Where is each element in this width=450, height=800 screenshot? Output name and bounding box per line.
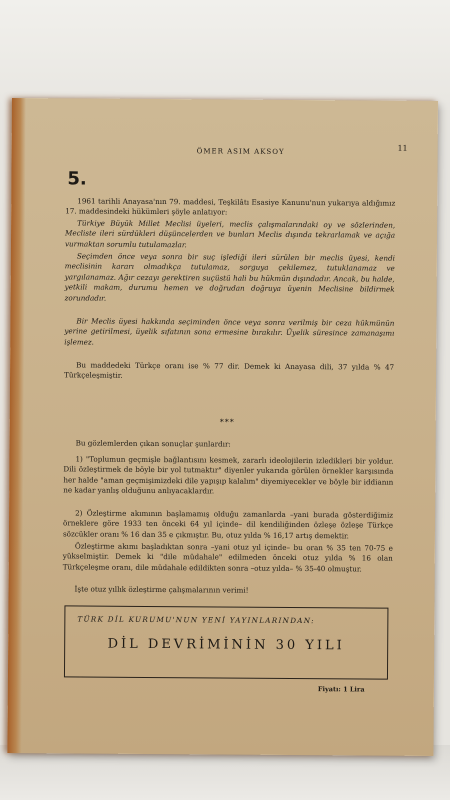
quote-paragraph-1: Türkiye Büyük Millet Meclisi üyeleri, meclis çalışmalarındaki oy ve sözlerinden, Mecliste ileri sürdükleri düşüncelerden ve bunları Meclis dışında tekrarlamak ve açığa vurmaktan sorumlu tutulamazlar.: [64, 218, 396, 250]
quote-paragraph-3: Bir Meclis üyesi hakkında seçiminden önce veya sonra verilmiş bir ceza hükmünün yerine getirilmesi, üyelik sıfatının sona ermesine bırakılır. Üyelik süresince zamanaşımı işlemez.: [64, 316, 395, 347]
page-edge: [7, 98, 26, 753]
quote-paragraph-2: Seçimden önce veya sonra bir suç işlediği ileri sürülen bir meclis üyesi, kendi meclisinin kararı olmadıkça tutulamaz, sorguya çekilemez, tutuklanamaz ve yargılanamaz. Ağır cezayı gerektiren suçüstü hali bu hükmün dışındadır. Ancak, bu halde, yetkili makam, durumu hemen ve doğrudan doğruya üyenin Meclisine bildirmek zorundadır.: [64, 251, 395, 303]
advertisement-heading: TÜRK DİL KURUMU'NUN YENİ YAYINLARINDAN:: [77, 614, 315, 626]
advertisement-price: Fiyatı: 1 Lira: [317, 685, 365, 694]
advertisement-box: [64, 605, 388, 679]
conclusion-item-2: 2) Özleştirme akımının başlamamış olduğu zamanlarda –yani burada gösterdiğimiz örneklere göre 1933 ten önceki 64 yıl içinde– dil kendiliğinden özleşe özleşe Türkçe sözcükler oranı % 16 dan 35 e çıkmıştır. Bu, otuz yılda % 16,17 artış demektir.: [62, 508, 394, 541]
intro-paragraph: 1961 tarihli Anayasa'nın 79. maddesi, Teşkilâtı Esasiye Kanunu'nun yukarıya aldığımız 17. maddesindeki hükümleri şöyle anlatıyor:: [65, 196, 396, 217]
running-header-author: ÖMER ASIM AKSOY: [196, 147, 285, 156]
chapter-number: 5.: [67, 168, 87, 190]
conclusion-item-3: Özleştirme akımı başladıktan sonra –yani otuz yıl içinde– bu oran % 35 ten 70-75 e yükselmiştir. Demek ki "dile müdahale" edilmeden önceki otuz yılda % 16 olan Türkçeleşme oranı, dile müdahale edildikten sonra –otuz yılda– % 35-40 olmuştur.: [62, 541, 393, 574]
section-separator: ***: [219, 417, 235, 427]
conclusion-item-1: 1) "Toplumun geçmişle bağlantısını kesmek, zararlı ideolojilerin izledikleri bir yoldur. Dili özleştirmek de böyle bir yol tutmaktır" diyenler yukarıda görülen örnekler karşısında her halde "aman geçmişimizdeki dile yapışıp kalalım" diyemiyecekler ve böyle bir iddianın ne kadar yanlış olduğunu anlıyacaklardır.: [63, 454, 394, 496]
conclusion-item-4: İşte otuz yıllık özleştirme çalışmalarının verimi!: [74, 584, 249, 595]
background-wall: [0, 0, 450, 110]
summary-paragraph: Bu maddedeki Türkçe oranı ise % 77 dir. Demek ki Anayasa dili, 37 yılda % 47 Türkçeleşmiştir.: [64, 360, 395, 381]
book-page: [7, 98, 438, 756]
advertisement-title: DİL DEVRİMİNİN 30 YILI: [107, 636, 345, 654]
page-number: 11: [397, 143, 408, 153]
conclusions-lead: Bu gözlemlerden çıkan sonuçlar şunlardır:: [75, 438, 231, 449]
